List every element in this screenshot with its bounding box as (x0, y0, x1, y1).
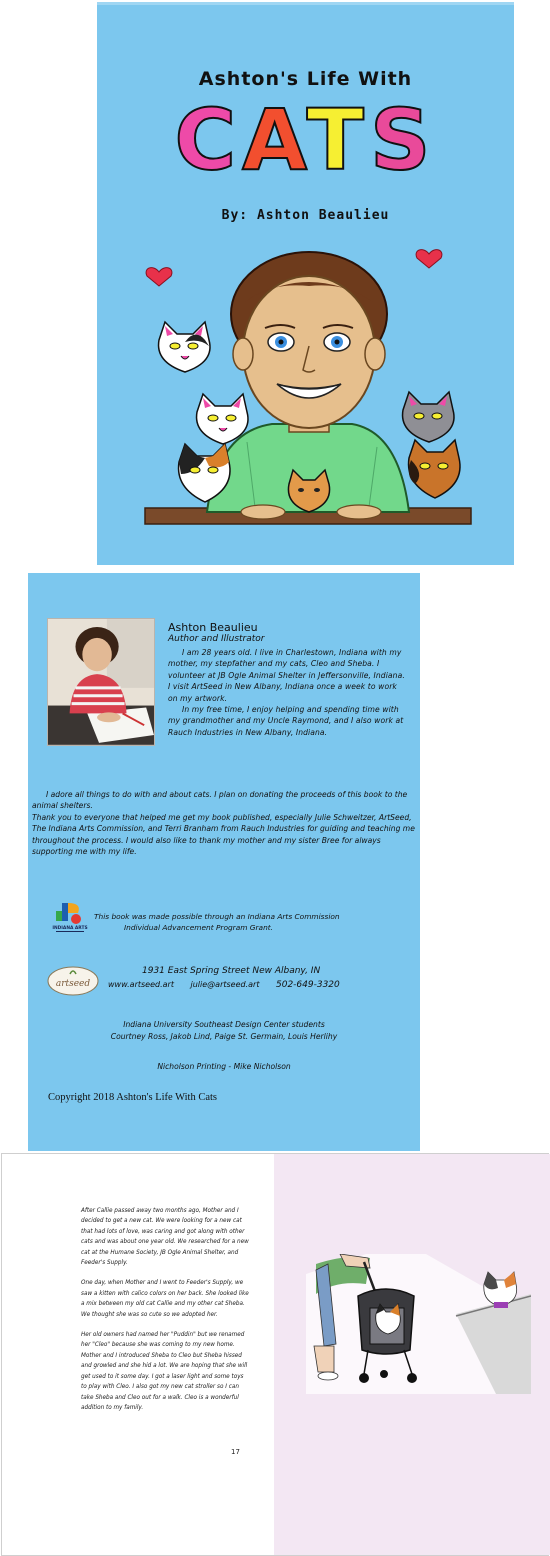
design-credits (28, 1019, 420, 1042)
story-text (81, 1206, 251, 1423)
author-name: Ashton Beaulieu (168, 621, 258, 634)
bio-paragraph: I adore all things to do with and about cats. I plan on donating the proceeds of this book to the animal shelters. (32, 790, 408, 811)
svg-text:INDIANA ARTS: INDIANA ARTS (52, 926, 88, 931)
acknowledgements: Thank you to everyone that helped me get my book published, especially Julie Schweitzer, ArtSeed, The Indiana Arts Commission, and Terri Branham from Rauch Industries for guiding and teaching me throughout the process. I would also like to thank my mother and my sister Bree for always supporting me with my life. (32, 812, 415, 857)
book-cover (97, 2, 514, 565)
title-letter-a: A (242, 91, 307, 189)
indiana-arts-logo (52, 901, 88, 935)
right-page (274, 1154, 550, 1555)
scan-edge (97, 2, 514, 5)
title-letter-s: S (369, 91, 437, 189)
grant-line: This book was made possible through an Indiana Arts Commission (94, 912, 340, 921)
author-bio (168, 647, 408, 738)
story-paragraph: After Callie passed away two months ago, Mother and I decided to get a new cat. We were looking for a new cat that had lots of love, was caring and got along with other cats and was about one year old. We researched for a new cat at the Humane Society, JB Ogle Animal Shelter, and Feeder's Supply. (81, 1208, 249, 1267)
back-cover (28, 573, 420, 1151)
heart-icon (146, 268, 172, 286)
cover-author: By: Ashton Beaulieu (221, 208, 390, 223)
printer-credit: Nicholson Printing - Mike Nicholson (157, 1062, 291, 1071)
author-bio-continued (32, 789, 418, 857)
grant-credit (94, 911, 394, 933)
email-link[interactable]: julie@artseed.art (190, 980, 260, 989)
left-page (2, 1154, 274, 1555)
bio-paragraph: I am 28 years old. I live in Charlestown, Indiana with my mother, my stepfather and my cats, Cleo and Sheba. I volunteer at JB Ogle Animal Shelter in Jeffersonville, Indiana. I visit ArtSeed in New Albany, Indiana once a week to work on my artwork. (168, 648, 405, 703)
cat-grey (403, 392, 454, 442)
title-letter-t: T (306, 91, 370, 189)
cover-title (97, 90, 514, 190)
copyright-notice: Copyright 2018 Ashton's Life With Cats (48, 1092, 217, 1103)
story-paragraph: One day, when Mother and I went to Feeder's Supply, we saw a kitten with calico colors on her back. She looked like a mix between my old cat Callie and my other cat Sheba. We thought she was so cute so we adopted her. (81, 1280, 249, 1318)
author-role: Author and Illustrator (168, 634, 265, 644)
address: 1931 East Spring Street New Albany, IN (142, 966, 321, 976)
title-letter-c: C (174, 91, 243, 189)
svg-text:artseed: artseed (55, 979, 91, 989)
credits-line: Indiana University Southeast Design Center students (123, 1020, 325, 1029)
cat-white-top (159, 322, 210, 372)
book-spread (1, 1153, 549, 1556)
website-link[interactable]: www.artseed.art (108, 980, 174, 989)
story-paragraph: Her old owners had named her "Puddin" but we renamed her "Cleo" because she was coming to my new home. Mother and I introduced Sheba to Cleo but Sheba hissed and growled and she hid a lot. We are hoping that she will get used to it some day. I got a laser light and some toys to play with Cleo. I also got my new cat stroller so I can take Sheba and Cleo out for a walk. Cleo is a wonderful addition to my family. (81, 1332, 248, 1411)
author-photo (47, 618, 155, 746)
grant-line: Individual Advancement Program Grant. (124, 923, 274, 932)
heart-icon (416, 250, 442, 268)
bio-paragraph: In my free time, I enjoy helping and spending time with my grandmother and my Uncle Raymond, and I also work at Rauch Industries in New Albany, Indiana. (168, 705, 404, 737)
cat-tortie (409, 440, 460, 498)
credits-line: Courtney Ross, Jakob Lind, Paige St. Germain, Louis Herlihy (110, 1031, 338, 1041)
phone-number: 502-649-3320 (276, 980, 340, 990)
cat-stroller-illustration (306, 1254, 531, 1394)
cover-illustration (137, 242, 477, 537)
page-number: 17 (231, 1448, 240, 1456)
cover-subtitle: Ashton's Life With (198, 68, 413, 90)
contact-info (108, 980, 408, 990)
artseed-logo (46, 965, 100, 997)
